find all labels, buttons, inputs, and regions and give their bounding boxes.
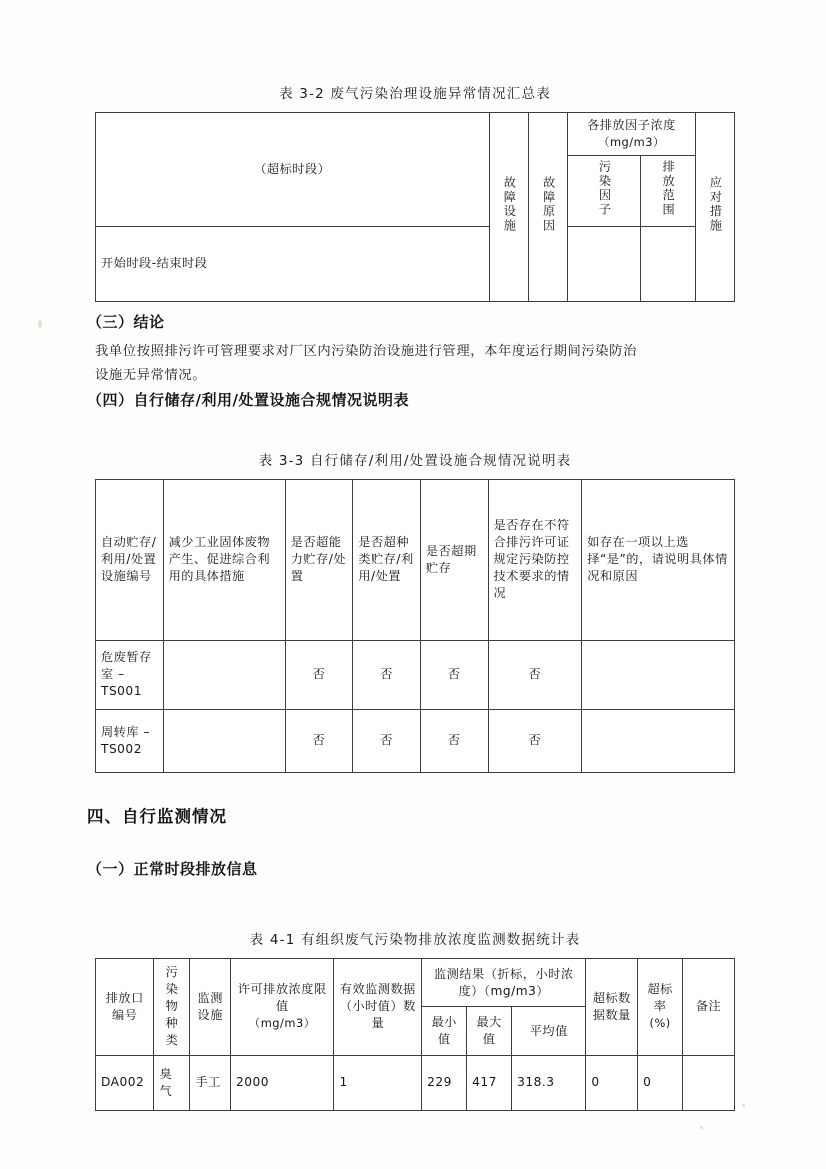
table-3-2-cell-range bbox=[640, 226, 695, 301]
table-4-1-header-result-max: 最大值 bbox=[467, 1007, 512, 1056]
table-4-1-cell-limit: 2000 bbox=[230, 1055, 333, 1110]
table-4-1-header-limit: 许可排放浓度限值 （mg/m3） bbox=[230, 958, 333, 1055]
table-4-1-header-exceed-count: 超标数据数量 bbox=[586, 958, 638, 1055]
table-3-3-cell-over-period: 否 bbox=[420, 709, 488, 772]
table-3-3-header-measure: 减少工业固体废物产生、促进综合利用的具体措施 bbox=[163, 479, 285, 640]
table-3-3-cell-measure bbox=[163, 709, 285, 772]
table-row bbox=[96, 958, 735, 1007]
table-3-2-col-measure: 应对措施 bbox=[695, 113, 734, 302]
table-4-1-cell-exceed-rate: 0 bbox=[638, 1055, 683, 1110]
section-four-sub-heading: （一）正常时段排放信息 bbox=[87, 859, 258, 878]
table-4-1-cell-max: 417 bbox=[467, 1055, 512, 1110]
table-3-2-row-period: 开始时段-结束时段 bbox=[96, 226, 490, 301]
table-3-3-cell-measure bbox=[163, 640, 285, 709]
table-3-3-cell-non-compliant: 否 bbox=[488, 709, 582, 772]
table-3-2-caption: 表 3-2 废气污染治理设施异常情况汇总表 bbox=[279, 86, 551, 102]
table-3-3-cell-facility: 危废暂存室 – TS001 bbox=[96, 640, 164, 709]
table-3-2-col-range: 排放范围 bbox=[640, 156, 695, 227]
table-4-1-cell-min: 229 bbox=[422, 1055, 467, 1110]
table-3-3-header-over-type: 是否超种类贮存/利用/处置 bbox=[353, 479, 421, 640]
table-3-3-cell-facility: 周转库 – TS002 bbox=[96, 709, 164, 772]
table-3-3-header-over-period: 是否超期贮存 bbox=[420, 479, 488, 640]
table-row bbox=[96, 113, 735, 156]
section-four-title: 四、自行监测情况 bbox=[87, 806, 227, 826]
document-content bbox=[87, 82, 735, 1111]
table-3-3-cell-over-period: 否 bbox=[420, 640, 488, 709]
table-4-1-header-exceed-rate: 超标率 (%) bbox=[638, 958, 683, 1055]
scan-speck bbox=[700, 1126, 703, 1129]
section-four-sub-title: （四）自行储存/利用/处置设施合规情况说明表 bbox=[87, 390, 409, 409]
scan-speck bbox=[742, 1104, 745, 1107]
table-3-3-header-note: 如存在一项以上选择“是”的，请说明具体情况和原因 bbox=[582, 479, 735, 640]
table-4-1-header-pollutant: 污染物种类 bbox=[154, 958, 190, 1055]
table-3-3-cell-over-type: 否 bbox=[353, 709, 421, 772]
table-row bbox=[96, 479, 735, 640]
scan-speck bbox=[38, 320, 42, 329]
table-4-1 bbox=[95, 958, 735, 1111]
table-3-3-cell-over-capacity: 否 bbox=[285, 709, 353, 772]
table-3-3-cell-over-type: 否 bbox=[353, 640, 421, 709]
table-3-3-cell-note bbox=[582, 709, 735, 772]
table-3-2-col-fault-facility: 故障设施 bbox=[489, 113, 528, 302]
table-4-1-header-valid-count: 有效监测数据（小时值）数量 bbox=[334, 958, 422, 1055]
table-4-1-header-result-min: 最小值 bbox=[422, 1007, 467, 1056]
table-3-3-cell-note bbox=[582, 640, 735, 709]
table-row bbox=[96, 226, 735, 301]
table-3-2-header-group: （超标时段） bbox=[96, 113, 490, 227]
table-3-2-col-concentration-group: 各排放因子浓度 （mg/m3） bbox=[568, 113, 695, 156]
table-row bbox=[96, 1055, 735, 1110]
table-4-1-header-outlet: 排放口编号 bbox=[96, 958, 154, 1055]
table-3-2-col-pollutant: 污染因子 bbox=[568, 156, 640, 227]
table-row bbox=[96, 640, 735, 709]
table-3-3-header-over-capacity: 是否超能力贮存/处置 bbox=[285, 479, 353, 640]
table-4-1-header-result-group: 监测结果（折标，小时浓度）（mg/m3） bbox=[422, 958, 586, 1007]
table-3-3-caption: 表 3-3 自行储存/利用/处置设施合规情况说明表 bbox=[258, 452, 572, 469]
table-4-1-cell-facility: 手工 bbox=[190, 1055, 230, 1110]
table-4-1-cell-remark bbox=[683, 1055, 735, 1110]
section-three-paragraph-line2: 设施无异常情况。 bbox=[95, 367, 207, 383]
table-3-3 bbox=[95, 479, 735, 773]
table-3-3-header-non-compliant: 是否存在不符合排污许可证规定污染防控技术要求的情况 bbox=[488, 479, 582, 640]
table-4-1-caption: 表 4-1 有组织废气污染物排放浓度监测数据统计表 bbox=[249, 931, 581, 948]
table-row bbox=[96, 709, 735, 772]
table-3-2-cell-pollutant bbox=[568, 226, 640, 301]
table-4-1-cell-outlet: DA002 bbox=[96, 1055, 154, 1110]
table-3-3-cell-non-compliant: 否 bbox=[488, 640, 582, 709]
table-3-3-cell-over-capacity: 否 bbox=[285, 640, 353, 709]
table-4-1-cell-pollutant: 臭气 bbox=[154, 1055, 190, 1110]
table-4-1-header-remark: 备注 bbox=[683, 958, 735, 1055]
table-4-1-header-facility: 监测设施 bbox=[190, 958, 230, 1055]
section-three-paragraph-line1: 我单位按照排污许可管理要求对厂区内污染防治设施进行管理，本年度运行期间污染防治 bbox=[95, 343, 637, 359]
table-3-2-col-fault-reason: 故障原因 bbox=[528, 113, 567, 302]
table-3-2 bbox=[95, 112, 735, 302]
table-4-1-cell-valid-count: 1 bbox=[334, 1055, 422, 1110]
section-three-title: （三）结论 bbox=[87, 312, 165, 331]
table-4-1-cell-avg: 318.3 bbox=[512, 1055, 586, 1110]
table-3-3-header-facility: 自动贮存/利用/处置设施编号 bbox=[96, 479, 164, 640]
table-4-1-cell-exceed-count: 0 bbox=[586, 1055, 638, 1110]
table-4-1-header-result-avg: 平均值 bbox=[512, 1007, 586, 1056]
